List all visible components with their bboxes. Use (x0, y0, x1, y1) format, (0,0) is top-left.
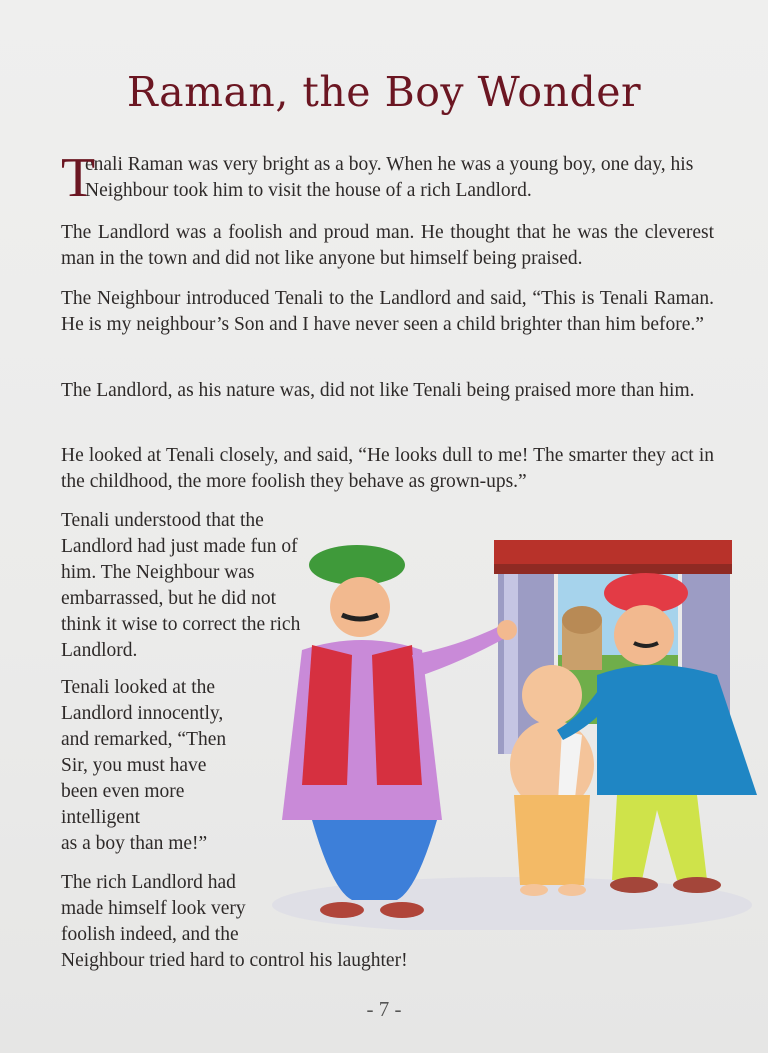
line: Landlord innocently, (61, 703, 224, 724)
paragraph-4: The Landlord, as his nature was, did not like Tenali being praised more than him. (61, 380, 695, 401)
paragraph-1 (61, 147, 714, 209)
line: Sir, you must have (61, 755, 207, 776)
line: as a boy than me!” (61, 833, 208, 854)
paragraph-2: The Landlord was a foolish and proud man. He thought that he was the cleverest man in the town and did not like anyone but himself being praised. (61, 222, 714, 269)
drop-cap: T (61, 147, 96, 209)
line: Tenali looked at the (61, 677, 216, 698)
page-number: - 7 - (366, 997, 402, 1021)
story-illustration (262, 535, 762, 930)
line: made himself look very (61, 898, 246, 919)
line: been even more (61, 781, 185, 802)
paragraph-3: The Neighbour introduced Tenali to the Landlord and said, “This is Tenali Raman. He is my neighbour’s Son and I have never seen a child brighter than him before.” (61, 288, 714, 335)
page-title: Raman, the Boy Wonder (126, 68, 642, 116)
paragraph-6: Tenali understood that the Landlord had just made fun of him. The Neighbour was embarrassed, but he did not think it wise to correct the rich Landlord. (61, 510, 301, 661)
paragraph-1-text: enali Raman was very bright as a boy. When he was a young boy, one day, his Neighbour took him to visit the house of a rich Landlord. (85, 154, 694, 201)
line: The rich Landlord had (61, 872, 236, 893)
line: and remarked, “Then (61, 729, 227, 750)
line: intelligent (61, 807, 141, 828)
line: foolish indeed, and the (61, 924, 239, 945)
paragraph-5: He looked at Tenali closely, and said, “He looks dull to me! The smarter they act in the childhood, the more foolish they behave as grown-ups.” (61, 445, 714, 492)
line: Neighbour tried hard to control his laughter! (61, 950, 408, 971)
paragraph-7 (61, 675, 291, 857)
